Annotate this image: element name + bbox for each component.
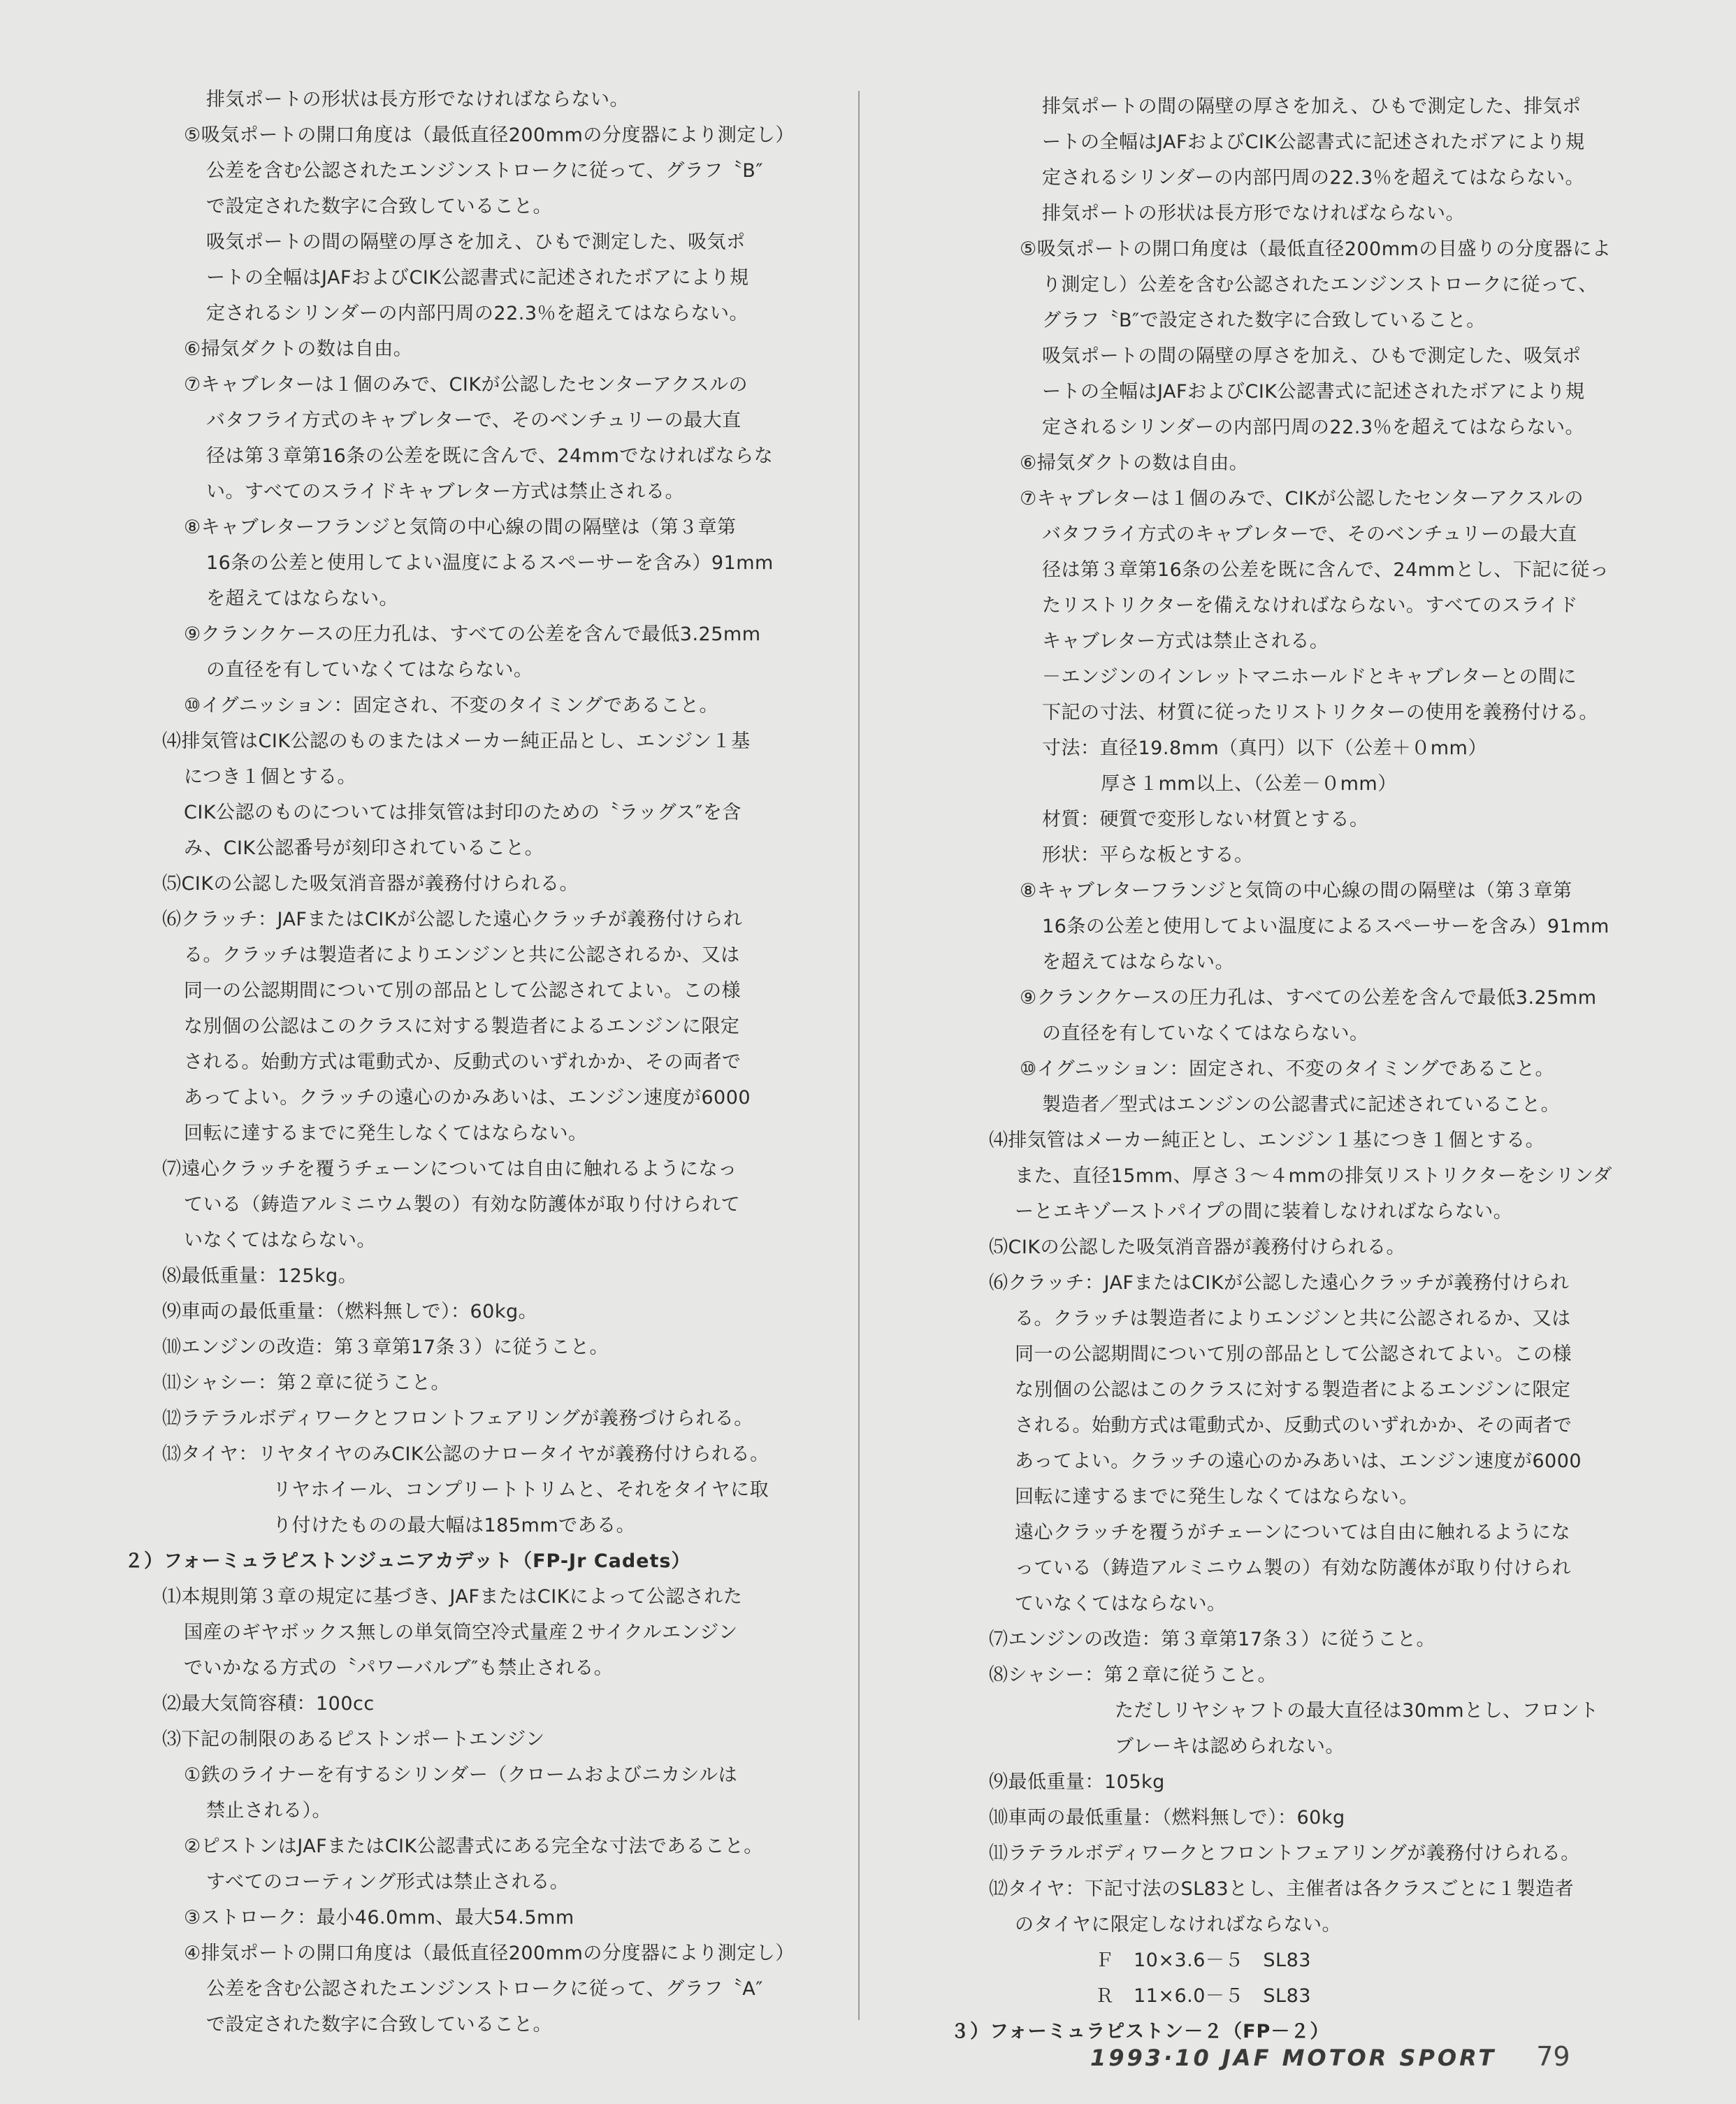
text-line: ただしリヤシャフトの最大直径は30mmとし、フロント <box>1115 1700 1599 1722</box>
text-line: すべてのコーティング形式は禁止される。 <box>206 1871 570 1893</box>
magazine-issue-label: 1993·10 JAF MOTOR SPORT <box>1090 2045 1497 2071</box>
text-line: ートの全幅はJAFおよびCIK公認書式に記述されたボアにより規 <box>206 267 749 289</box>
text-line: 排気ポートの形状は長方形でなければならない。 <box>206 89 629 110</box>
text-line: Ｆ 10×3.6－５ SL83 <box>1095 1950 1311 1971</box>
text-line: ⑥掃気ダクトの数は自由。 <box>1020 452 1249 474</box>
text-line: を超えてはならない。 <box>1042 951 1234 973</box>
text-line: ⑹クラッチ：JAFまたはCIKが公認した遠心クラッチが義務付けられ <box>989 1272 1570 1294</box>
text-line: ⑴本規則第３章の規定に基づき、JAFまたはCIKによって公認された <box>162 1586 743 1608</box>
text-line: 定されるシリンダーの内部円周の22.3％を超えてはならない。 <box>1042 167 1585 189</box>
text-line: 径は第３章第16条の公差を既に含んで、24mmでなければならな <box>206 445 774 467</box>
text-line: につき１個とする。 <box>184 766 356 788</box>
text-line: ⑾シャシー：第２章に従うこと。 <box>162 1372 450 1394</box>
text-line: ⑧キャブレターフランジと気筒の中心線の間の隔壁は（第３章第 <box>184 517 737 538</box>
text-line: ①鉄のライナーを有するシリンダー（クロームおよびニカシルは <box>184 1764 738 1786</box>
text-line: ⑷排気管はCIK公認のものまたはメーカー純正品とし、エンジン１基 <box>162 730 751 752</box>
text-line: 回転に達するまでに発生しなくてはならない。 <box>184 1123 588 1144</box>
text-line: り測定し）公差を含む公認されたエンジンストロークに従って、 <box>1042 274 1598 296</box>
text-line: ⑤吸気ポートの開口角度は（最低直径200mmの分度器により測定し） <box>184 124 795 146</box>
text-line: また、直径15mm、厚さ３～４mmの排気リストリクターをシリンダ <box>1015 1165 1612 1187</box>
text-line: の直径を有していなくてはならない。 <box>1042 1023 1369 1044</box>
text-line: 材質：硬質で変形しない材質とする。 <box>1042 809 1369 830</box>
text-line: ⑨クランクケースの圧力孔は、すべての公差を含んで最低3.25mm <box>1020 987 1597 1009</box>
text-line: ③ストローク：最小46.0mm、最大54.5mm <box>184 1907 574 1929</box>
text-line: CIK公認のものについては排気管は封印のための〝ラッグス″を含 <box>184 802 742 823</box>
text-line: を超えてはならない。 <box>206 588 398 610</box>
text-line: ⑼車両の最低重量：（燃料無しで）：60kg。 <box>162 1301 538 1323</box>
text-line: 径は第３章第16条の公差を既に含んで、24mmとし、下記に従っ <box>1042 559 1610 581</box>
text-line: ⑿タイヤ：下記寸法のSL83とし、主催者は各クラスごとに１製造者 <box>989 1878 1575 1900</box>
text-line: ⑤吸気ポートの開口角度は（最低直径200mmの目盛りの分度器によ <box>1020 238 1612 260</box>
text-line: 形状：平らな板とする。 <box>1042 844 1254 866</box>
text-line: ⑧キャブレターフランジと気筒の中心線の間の隔壁は（第３章第 <box>1020 880 1572 902</box>
text-line: 16条の公差と使用してよい温度によるスペーサーを含み）91mm <box>1042 916 1610 937</box>
text-line: 定されるシリンダーの内部円周の22.3％を超えてはならない。 <box>206 303 749 324</box>
text-line: ートの全幅はJAFおよびCIK公認書式に記述されたボアにより規 <box>1042 381 1585 403</box>
text-line: る。クラッチは製造者によりエンジンと共に公認されるか、又は <box>184 944 740 966</box>
text-line: の直径を有していなくてはならない。 <box>206 659 533 681</box>
text-line: 厚さ１mm以上、（公差－０mm） <box>1101 773 1397 795</box>
text-line: ⑺遠心クラッチを覆うチェーンについては自由に触れるようになっ <box>162 1158 737 1180</box>
text-line: 吸気ポートの間の隔壁の厚さを加え、ひもで測定した、吸気ポ <box>206 231 746 253</box>
text-line: ⑸CIKの公認した吸気消音器が義務付けられる。 <box>162 873 579 895</box>
text-line: ⑦キャブレターは１個のみで、CIKが公認したセンターアクスルの <box>1020 488 1584 510</box>
text-line: －エンジンのインレットマニホールドとキャブレターとの間に <box>1042 666 1577 688</box>
text-line: ーとエキゾーストパイプの間に装着しなければならない。 <box>1015 1201 1513 1223</box>
text-line: ⑽車両の最低重量：（燃料無しで）：60kg <box>989 1807 1345 1829</box>
text-line: ⑵最大気筒容積：100cc <box>162 1693 375 1715</box>
text-line: ⑩イグニッション：固定され、不変のタイミングであること。 <box>1020 1058 1555 1080</box>
text-line: ⑺エンジンの改造：第３章第17条３）に従うこと。 <box>989 1629 1436 1650</box>
text-line: 排気ポートの間の隔壁の厚さを加え、ひもで測定した、排気ポ <box>1042 96 1582 117</box>
text-line: ⑽エンジンの改造：第３章第17条３）に従うこと。 <box>162 1336 609 1358</box>
page-footer <box>1090 2041 1570 2072</box>
text-line: 遠心クラッチを覆うがチェーンについては自由に触れるようにな <box>1015 1522 1571 1543</box>
text-line: ートの全幅はJAFおよびCIK公認書式に記述されたボアにより規 <box>1042 131 1585 153</box>
text-line: ブレーキは認められない。 <box>1115 1736 1345 1757</box>
text-line: ④排気ポートの開口角度は（最低直径200mmの分度器により測定し） <box>184 1943 795 1964</box>
text-line: ⑸CIKの公認した吸気消音器が義務付けられる。 <box>989 1237 1406 1258</box>
text-line: Ｒ 11×6.0－５ SL83 <box>1095 1985 1311 2007</box>
text-line: バタフライ方式のキャブレターで、そのベンチュリーの最大直 <box>1042 524 1577 545</box>
text-line: キャブレター方式は禁止される。 <box>1042 631 1329 652</box>
text-line: ⑨クランクケースの圧力孔は、すべての公差を含んで最低3.25mm <box>184 624 761 645</box>
text-line: される。始動方式は電動式か、反動式のいずれかか、その両者で <box>184 1051 742 1073</box>
text-line: ②ピストンはJAFまたはCIK公認書式にある完全な寸法であること。 <box>184 1836 763 1857</box>
text-line: 同一の公認期間について別の部品として公認されてよい。この様 <box>1015 1343 1572 1365</box>
text-line: 16条の公差と使用してよい温度によるスペーサーを含み）91mm <box>206 552 774 574</box>
text-line: る。クラッチは製造者によりエンジンと共に公認されるか、又は <box>1015 1308 1571 1330</box>
text-line: ⑻シャシー：第２章に従うこと。 <box>989 1664 1277 1686</box>
section-heading: ３）フォーミュラピストン－２（FP－２） <box>950 2021 1330 2042</box>
text-line: な別個の公認はこのクラスに対する製造者によるエンジンに限定 <box>184 1016 740 1037</box>
text-line: 吸気ポートの間の隔壁の厚さを加え、ひもで測定した、吸気ポ <box>1042 345 1582 367</box>
text-line: 同一の公認期間について別の部品として公認されてよい。この様 <box>184 980 741 1002</box>
text-line: ⑶下記の制限のあるピストンポートエンジン <box>162 1729 545 1750</box>
text-line: 定されるシリンダーの内部円周の22.3％を超えてはならない。 <box>1042 417 1585 438</box>
section-heading: ２）フォーミュラピストンジュニアカデット（FP-Jr Cadets） <box>124 1550 691 1572</box>
text-line: で設定された数字に合致していること。 <box>206 196 552 217</box>
text-line: ⑿ラテラルボディワークとフロントフェアリングが義務づけられる。 <box>162 1408 753 1429</box>
text-line: 公差を含む公認されたエンジンストロークに従って、グラフ〝A″ <box>206 1978 763 2000</box>
page-number: 79 <box>1536 2041 1570 2072</box>
text-line: い。すべてのスライドキャブレター方式は禁止される。 <box>206 481 684 503</box>
text-line: ている（鋳造アルミニウム製の）有効な防護体が取り付けられて <box>184 1194 741 1216</box>
text-line: バタフライ方式のキャブレターで、そのベンチュリーの最大直 <box>206 410 742 431</box>
text-line: ⑩イグニッション：固定され、不変のタイミングであること。 <box>184 695 719 716</box>
text-line: グラフ〝B″で設定された数字に合致していること。 <box>1042 310 1486 331</box>
text-line: ⑹クラッチ：JAFまたはCIKが公認した遠心クラッチが義務付けられ <box>162 909 743 930</box>
text-line: 国産のギヤボックス無しの単気筒空冷式量産２サイクルエンジン <box>184 1622 738 1643</box>
column-divider <box>858 91 860 2020</box>
text-line: で設定された数字に合致していること。 <box>206 2014 552 2035</box>
text-line: リヤホイール、コンプリートトリムと、それをタイヤに取 <box>273 1479 769 1501</box>
text-line: ⑻最低重量：125kg。 <box>162 1265 358 1287</box>
text-line: のタイヤに限定しなければならない。 <box>1015 1914 1341 1936</box>
text-line: される。始動方式は電動式か、反動式のいずれかか、その両者で <box>1015 1415 1572 1436</box>
text-line: でいかなる方式の〝パワーバルブ″も禁止される。 <box>184 1657 614 1679</box>
text-line: ⒀タイヤ：リヤタイヤのみCIK公認のナロータイヤが義務付けられる。 <box>162 1443 769 1465</box>
text-line: ていなくてはならない。 <box>1015 1593 1227 1615</box>
text-line: 排気ポートの形状は長方形でなければならない。 <box>1042 203 1465 224</box>
text-line: ⑾ラテラルボディワークとフロントフェアリングが義務付けられる。 <box>989 1843 1580 1864</box>
text-line: 製造者／型式はエンジンの公認書式に記述されていること。 <box>1042 1094 1561 1116</box>
text-line: 回転に達するまでに発生しなくてはならない。 <box>1015 1486 1419 1508</box>
text-line: み、CIK公認番号が刻印されていること。 <box>184 837 544 859</box>
text-line: り付けたものの最大幅は185mmである。 <box>273 1515 636 1536</box>
text-line: ⑥掃気ダクトの数は自由。 <box>184 338 413 360</box>
text-line: たリストリクターを備えなければならない。すべてのスライド <box>1042 595 1579 617</box>
text-line: 寸法：直径19.8mm（真円）以下（公差＋０mm） <box>1042 737 1487 759</box>
text-line: っている（鋳造アルミニウム製の）有効な防護体が取り付けられ <box>1015 1557 1572 1579</box>
text-line: 下記の寸法、材質に従ったリストリクターの使用を義務付ける。 <box>1042 702 1598 723</box>
text-line: ⑼最低重量：105kg <box>989 1771 1165 1793</box>
text-line: ⑷排気管はメーカー純正とし、エンジン１基につき１個とする。 <box>989 1130 1545 1151</box>
text-line: 禁止される）。 <box>206 1800 331 1822</box>
text-line: ⑦キャブレターは１個のみで、CIKが公認したセンターアクスルの <box>184 374 748 396</box>
text-line: な別個の公認はこのクラスに対する製造者によるエンジンに限定 <box>1015 1379 1571 1401</box>
text-line: あってよい。クラッチの遠心のかみあいは、エンジン速度が6000 <box>1015 1450 1582 1472</box>
text-line: あってよい。クラッチの遠心のかみあいは、エンジン速度が6000 <box>184 1087 751 1109</box>
text-line: 公差を含む公認されたエンジンストロークに従って、グラフ〝B″ <box>206 160 763 182</box>
text-line: いなくてはならない。 <box>184 1230 376 1251</box>
